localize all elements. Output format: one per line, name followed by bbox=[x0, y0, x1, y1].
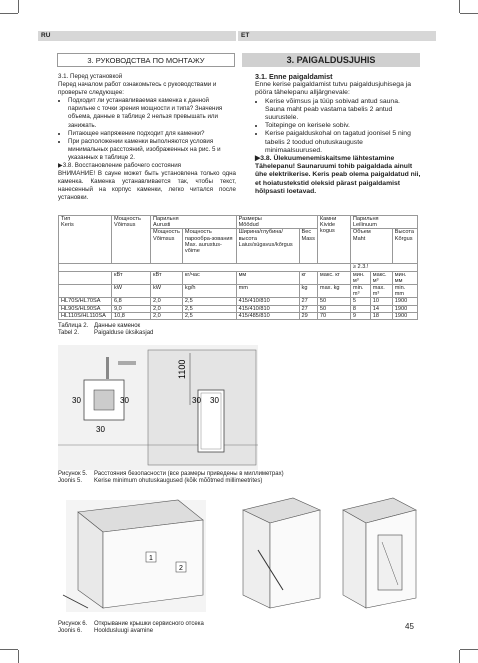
header-cell: Высота Kõrgus bbox=[392, 229, 417, 264]
svg-text:30: 30 bbox=[72, 396, 81, 405]
language-tab-et: ET bbox=[238, 31, 436, 41]
header-cell: Размеры Mõõdud bbox=[236, 216, 317, 229]
header-cell: Мощность Võimsus bbox=[112, 216, 151, 264]
crop-mark bbox=[460, 649, 478, 650]
paragraph: Перед началом работ ознакомьтесь с руководствами и проверьте следующее: bbox=[58, 81, 217, 97]
list-item: • Подходит ли устанавливаемая каменка к данной парильне с точки зрения мощности и типа? Значения объема, данные в таблице 2 нельзя превышать или занижать. bbox=[68, 97, 236, 129]
page-number: 45 bbox=[405, 622, 414, 631]
crop-mark bbox=[460, 13, 478, 14]
column-ru bbox=[58, 73, 236, 203]
step-label: 2 bbox=[179, 565, 183, 572]
dimension-label: 1100 bbox=[177, 359, 187, 379]
column-et bbox=[255, 73, 421, 196]
list-item: • Питающее напряжение подходит для каменки? bbox=[68, 130, 236, 138]
header-cell: Парильня Leilinuum bbox=[350, 216, 417, 229]
header-cell: Ширина/глубина/высота Laius/sügavus/kõrgus bbox=[236, 229, 299, 264]
svg-text:30: 30 bbox=[120, 396, 129, 405]
svg-text:30: 30 bbox=[210, 396, 219, 405]
service-hatch-figure bbox=[58, 490, 418, 615]
list-item: • Kerise paigalduskohal on tagatud joonisel 5 ning tabelis 2 toodud ohutuskauguste minimaalsuurused. bbox=[265, 130, 421, 155]
heater-drawing-3 bbox=[343, 498, 416, 608]
language-tab-ru: RU bbox=[38, 31, 236, 41]
units-row: kW kW kg/h mm kg max. kg min. m³ max. m³ min. mm bbox=[59, 285, 418, 298]
heater-drawing-2 bbox=[243, 498, 320, 608]
step-label: 1 bbox=[149, 555, 153, 562]
header-cell: Объем Maht bbox=[350, 229, 392, 264]
crop-mark bbox=[18, 650, 19, 663]
header-cell: Камни Kivide kogus bbox=[317, 216, 350, 264]
header-cell: Парильня Aurusti bbox=[151, 216, 237, 229]
header-cell: Тип Keris bbox=[59, 216, 112, 264]
safety-distances-figure bbox=[58, 345, 258, 470]
section-title-ru: 3. РУКОВОДСТВА ПО МОНТАЖУ bbox=[57, 53, 235, 67]
heading: ▶3.8. Восстановление рабочего состояния bbox=[58, 162, 182, 170]
crop-mark bbox=[459, 650, 460, 663]
table-row: HL110S/HL110SA 10,8 2,0 2,5 415/485/810 29 70 9 18 1900 bbox=[59, 312, 418, 319]
heading: 3.1. Перед установкой bbox=[58, 73, 123, 80]
paragraph: Enne kerise paigaldamist tutvu paigaldusjuhisega ja pööra tähelepanu alljärgnevale: bbox=[255, 81, 412, 97]
table-row: HL90S/HL90SA 9,0 2,0 2,5 415/410/810 27 50 8 14 1900 bbox=[59, 305, 418, 312]
crop-mark bbox=[459, 0, 460, 13]
table-caption: Таблица 2. Данные каменок Tabel 2. Paigalduse üksikasjad bbox=[58, 323, 154, 337]
crop-mark bbox=[0, 13, 18, 14]
figure-caption: Рисунок 5. Расстояния безопасности (все размеры приведены в миллиметрах) Joonis 5. Kerise minimum ohutuskaugused (kõik mõõtmed millimeetrites) bbox=[58, 471, 284, 485]
bullet-list bbox=[255, 98, 421, 155]
note-cell: ≥ 2.3.! bbox=[350, 264, 417, 271]
heading: ▶3.8. Ülekuumenemiskaitsme lähtestamine bbox=[255, 155, 395, 163]
section-title-et: 3. PAIGALDUSJUHIS bbox=[242, 53, 420, 67]
paragraph: Tähelepanu! Saunaruumi tohib paigaldada ainult ühe elektrikerise. Keris peab olema paigaldatud nii, et hoiatustekstid oleksid pärast paigaldamist hõlpsasti loetavad. bbox=[255, 163, 421, 195]
table-header-row bbox=[59, 216, 418, 229]
svg-text:30: 30 bbox=[96, 425, 105, 434]
crop-mark bbox=[18, 0, 19, 13]
header-cell: Мощность Võimsus bbox=[151, 229, 183, 264]
svg-text:30: 30 bbox=[192, 396, 201, 405]
list-item: • При расположении каменки выполняются условия минимальных расстояний, изображенных на рис. 5 и указанных в таблице 2. bbox=[68, 138, 236, 162]
list-item: • Kerise võimsus ja tüüp sobivad antud sauna. Sauna maht peab vastama tabelis 2 antud suurustele. bbox=[265, 98, 421, 123]
heater-data-table bbox=[58, 215, 418, 320]
figure-caption: Рисунок 6. Открывание крышки сервисного отсека Joonis 6. Hooldusluugi avamine bbox=[58, 621, 204, 635]
bullet-list bbox=[58, 97, 236, 162]
table-row: HL70S/HL70SA 6,8 2,0 2,5 415/410/810 27 50 5 10 1900 bbox=[59, 298, 418, 305]
list-item: • Toitepinge on kerisele sobiv. bbox=[265, 122, 421, 130]
header-cell: Вес Mass bbox=[299, 229, 317, 264]
units-row: кВт кВт кг/час мм кг макс. кг мин. м³ макс. м³ мин. мм bbox=[59, 271, 418, 284]
table-note-row bbox=[59, 264, 418, 271]
heading: 3.1. Enne paigaldamist bbox=[255, 72, 333, 81]
paragraph: ВНИМАНИЕ! В сауне может быть установлена только одна каменка. Каменка устанавливается так, чтобы текст, нанесенный на корпус каменки, легко читался после установки. bbox=[58, 170, 236, 202]
header-cell: Мощность пароoбра-зования Max. aurustus-võime bbox=[182, 229, 236, 264]
crop-mark bbox=[0, 649, 18, 650]
